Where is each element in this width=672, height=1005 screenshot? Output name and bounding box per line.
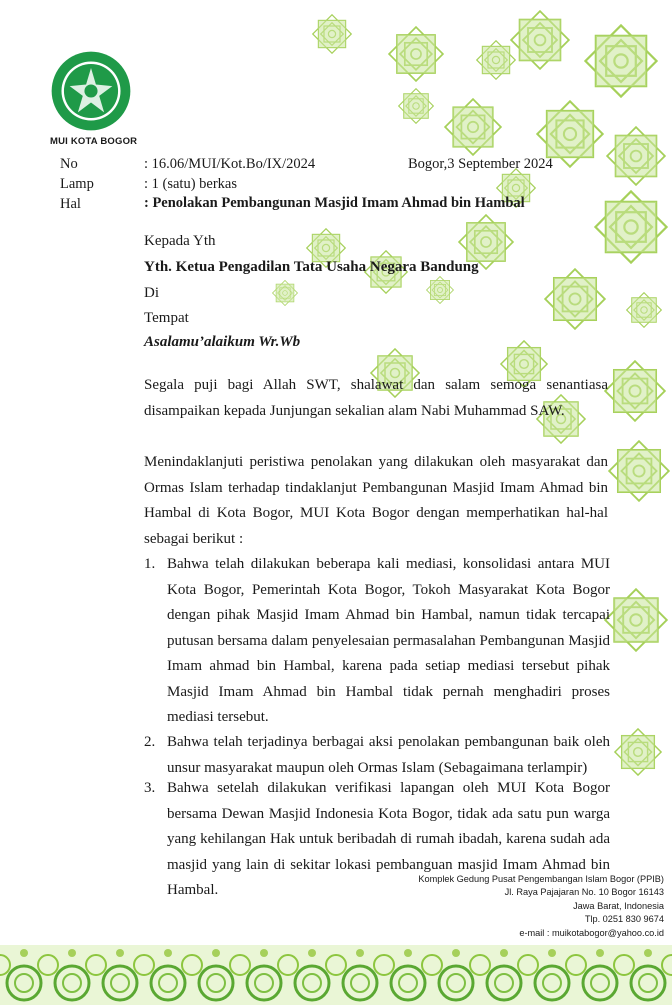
ornament-star-icon — [272, 280, 298, 306]
ornament-star-icon — [584, 24, 658, 98]
list-text: Bahwa telah terjadinya berbagai aksi penolakan pembangunan baik oleh unsur masyarakat maupun oleh Ormas Islam (Sebagaimana terlampir) — [167, 734, 610, 776]
list-item — [144, 730, 610, 781]
ornament-star-icon — [614, 728, 662, 776]
list-number: 1. — [144, 556, 156, 572]
ornament-star-icon — [398, 88, 434, 124]
letter-date: Bogor,3 September 2024 — [408, 156, 553, 172]
ornament-star-icon — [388, 26, 444, 82]
hal-value: : Penolakan Pembangunan Masjid Imam Ahmad bin Hambal — [144, 195, 525, 211]
list-number: 3. — [144, 780, 156, 796]
ornament-star-icon — [594, 190, 668, 264]
ornament-star-icon — [608, 440, 670, 502]
greeting: Asalamu’alaikum Wr.Wb — [144, 334, 301, 350]
list-text: Bahwa setelah dilakukan verifikasi lapangan oleh MUI Kota Bogor bersama Dewan Masjid Indonesia Kota Bogor, tidak ada satu pun warga yang kehilangan Hak untuk beribadah di rumah ibadah, karena sudah ada masjid yang lain di sekitar lokasi pembanguan masjid Imam Ahmad bin Hambal. — [167, 780, 610, 898]
footer-line: Tlp. 0251 830 9674 — [584, 914, 664, 925]
intro-paragraph: Menindaklanjuti peristiwa penolakan yang dilakukan oleh masyarakat dan Ormas Islam terhadap tindaklanjut Pembangunan Masjid Imam Ahmad bin Hambal di Kota Bogor, MUI Kota Bogor dengan memperhatikan hal-hal sebagai berikut : — [144, 454, 608, 547]
footer-line: Jawa Barat, Indonesia — [573, 900, 664, 911]
lamp-label: Lamp — [60, 176, 94, 192]
no-label: No — [60, 156, 78, 172]
footer-line: e-mail : muikotabogor@yahoo.co.id — [519, 927, 664, 938]
footer-address — [418, 873, 664, 940]
footer-line: Jl. Raya Pajajaran No. 10 Bogor 16143 — [504, 887, 664, 898]
ornament-star-icon — [606, 126, 666, 186]
org-name: MUI KOTA BOGOR — [50, 136, 138, 147]
mui-logo-icon — [50, 50, 132, 132]
ornament-star-icon — [544, 268, 606, 330]
recipient: Yth. Ketua Pengadilan Tata Usaha Negara Bandung — [144, 259, 479, 275]
list-item — [144, 552, 610, 731]
ornament-star-icon — [312, 14, 352, 54]
list-number: 2. — [144, 734, 156, 750]
ornament-star-icon — [444, 98, 502, 156]
tempat-text: Tempat — [144, 310, 189, 326]
ornament-star-icon — [626, 292, 662, 328]
ornament-star-icon — [604, 360, 666, 422]
list-text: Bahwa telah dilakukan beberapa kali mediasi, konsolidasi antara MUI Kota Bogor, Pemerintah Kota Bogor, Tokoh Masyarakat Kota Bogor dengan pihak Masjid Imam Ahmad bin Hambal, namun tidak tercapai putusan bersama dalam penyelesaian permasalahan Pembangunan Masjid Imam ahmad bin Hambal, karena pada setiap mediasi tersebut pihak Masjid Imam Ahmad bin Hambal tidak pernah menghadiri proses mediasi tersebut. — [167, 556, 610, 725]
ornament-star-icon — [510, 10, 570, 70]
ornament-star-icon — [604, 588, 668, 652]
footer-line: Komplek Gedung Pusat Pengembangan Islam Bogor (PPIB) — [418, 874, 664, 884]
opening-paragraph: Segala puji bagi Allah SWT, shalawat dan salam semoga senantiasa disampaikan kepada Junjungan sekalian alam Nabi Muhammad SAW. — [144, 377, 608, 419]
hal-label: Hal — [60, 196, 81, 212]
kepada-text: Kepada Yth — [144, 233, 216, 249]
ornament-border-icon — [0, 945, 672, 1005]
di-text: Di — [144, 285, 159, 301]
no-value: : 16.06/MUI/Kot.Bo/IX/2024 — [144, 156, 316, 172]
ornament-star-icon — [426, 276, 454, 304]
lamp-value: : 1 (satu) berkas — [144, 176, 238, 192]
